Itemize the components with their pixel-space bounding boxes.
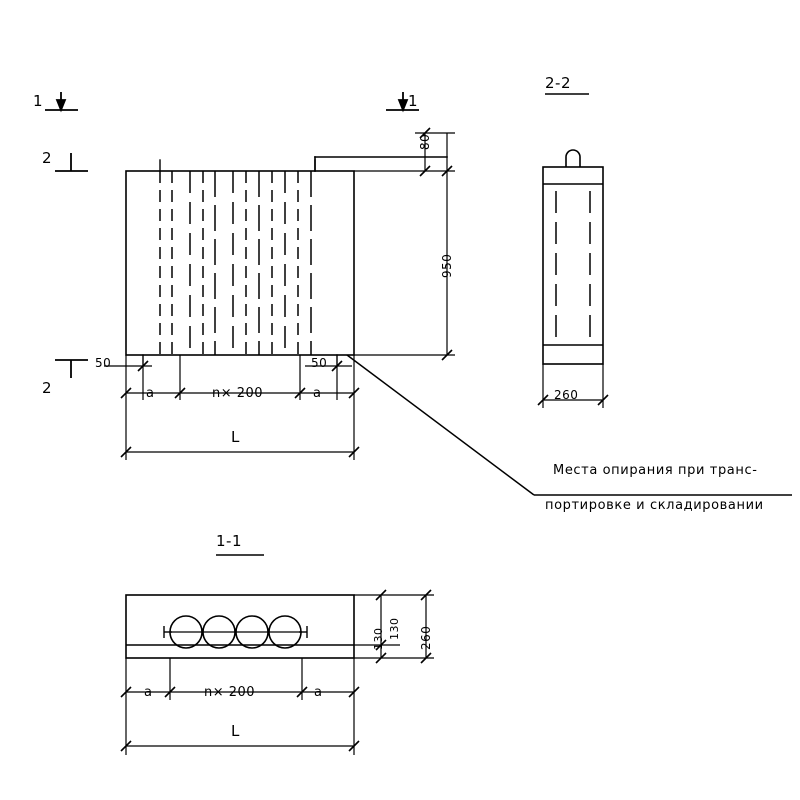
arrowhead	[57, 100, 65, 110]
dim-nx200-label-1-1: n× 200	[204, 685, 256, 700]
dim-50-right-label: 50	[311, 356, 328, 370]
dim-a-left-label-1-1: a	[144, 685, 153, 700]
section-mark-2-upper-label: 2	[42, 149, 53, 167]
dim-a-right-label-1-1: a	[314, 685, 323, 700]
dim-a-right-label: a	[313, 386, 322, 401]
callout-line-1: Места опирания при транс-	[553, 463, 758, 478]
dim-260-section-1-1-label: 260	[419, 625, 433, 650]
arrowhead	[399, 100, 407, 110]
dim-80-label: 80	[418, 133, 432, 150]
dim-130-left-label: 130	[372, 627, 385, 650]
dim-nx200-label: n× 200	[212, 386, 264, 401]
dim-130-right-label: 130	[388, 617, 401, 640]
callout-leader	[347, 355, 534, 495]
dim-50-left-label: 50	[95, 356, 112, 370]
dim-L-label: L	[231, 428, 240, 446]
dim-260-section-2-2-label: 260	[554, 388, 579, 402]
lifting-loop	[566, 150, 580, 167]
section-1-1-title: 1-1	[216, 532, 242, 550]
dim-a-left-label: a	[146, 386, 155, 401]
section-1-1-outline	[126, 595, 354, 658]
section-2-2-title: 2-2	[545, 74, 571, 92]
section-2-2-outline	[543, 167, 603, 364]
section-mark-2-lower-label: 2	[42, 379, 53, 397]
callout-line-2: портировке и складировании	[545, 498, 764, 513]
section-mark-1-top-right-label: 1	[408, 92, 419, 110]
section-mark-1-top-left-label: 1	[33, 92, 44, 110]
dim-L-label-1-1: L	[231, 722, 240, 740]
dim-950-label: 950	[440, 253, 454, 278]
